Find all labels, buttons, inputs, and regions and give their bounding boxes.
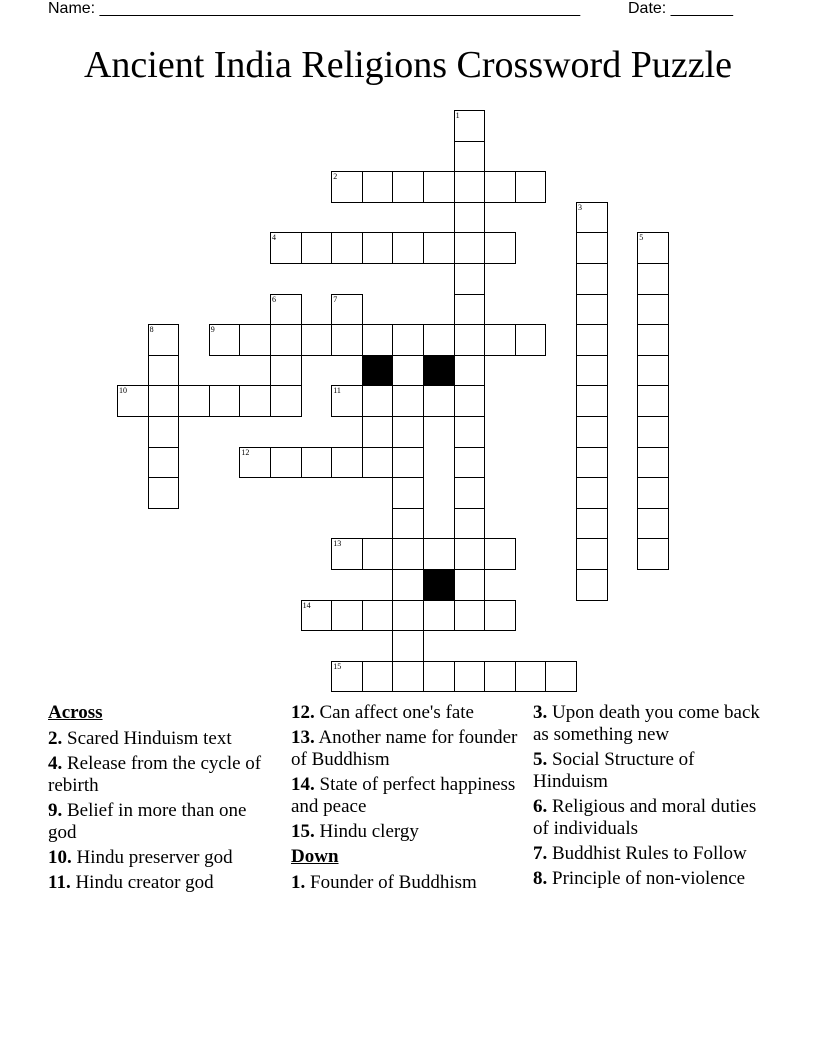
grid-cell[interactable]: [454, 141, 486, 173]
grid-cell[interactable]: [392, 416, 424, 448]
clue-down-8: [533, 868, 763, 890]
clue-number: 6.: [533, 796, 548, 817]
grid-cell[interactable]: [362, 171, 394, 203]
grid-cell[interactable]: [392, 171, 424, 203]
grid-cell[interactable]: [423, 385, 455, 417]
grid-cell[interactable]: [392, 630, 424, 662]
grid-cell[interactable]: [637, 232, 669, 264]
clue-number-label: 11: [333, 386, 341, 396]
name-field-label[interactable]: Name: ______________________________________________________: [48, 0, 581, 17]
grid-cell[interactable]: [423, 171, 455, 203]
grid-cell[interactable]: [454, 385, 486, 417]
clue-across-2: [48, 728, 278, 750]
grid-cell[interactable]: [178, 385, 210, 417]
date-field-label[interactable]: Date: _______: [628, 0, 733, 17]
clue-down-6: [533, 796, 763, 840]
grid-cell[interactable]: [637, 447, 669, 479]
grid-cell[interactable]: [362, 661, 394, 693]
grid-cell[interactable]: [331, 171, 363, 203]
clue-down-1: [291, 872, 521, 894]
clue-text: Buddhist Rules to Follow: [552, 843, 747, 864]
grid-cell[interactable]: [423, 232, 455, 264]
clue-across-9: [48, 800, 278, 844]
grid-cell[interactable]: [484, 232, 516, 264]
grid-cell[interactable]: [454, 661, 486, 693]
grid-cell[interactable]: [270, 355, 302, 387]
black-cell: [423, 569, 455, 601]
clue-number-label: 7: [333, 294, 338, 304]
grid-cell[interactable]: [148, 324, 180, 356]
grid-cell[interactable]: [454, 416, 486, 448]
grid-cell[interactable]: [454, 324, 486, 356]
grid-cell[interactable]: [270, 294, 302, 326]
grid-cell[interactable]: [331, 661, 363, 693]
grid-cell[interactable]: [637, 385, 669, 417]
grid-cell[interactable]: [484, 600, 516, 632]
grid-cell[interactable]: [576, 294, 608, 326]
grid-cell[interactable]: [637, 416, 669, 448]
grid-cell[interactable]: [576, 385, 608, 417]
grid-cell[interactable]: [637, 294, 669, 326]
clue-down-3: [533, 702, 763, 746]
grid-cell[interactable]: [637, 477, 669, 509]
grid-cell[interactable]: [576, 232, 608, 264]
grid-cell[interactable]: [484, 324, 516, 356]
grid-cell[interactable]: [392, 569, 424, 601]
grid-cell[interactable]: [576, 538, 608, 570]
grid-cell[interactable]: [362, 232, 394, 264]
black-cell: [423, 355, 455, 387]
clue-number-label: 9: [210, 325, 215, 335]
clue-down-7: [533, 843, 763, 865]
black-cell: [362, 355, 394, 387]
grid-cell[interactable]: [331, 385, 363, 417]
clue-across-4: [48, 753, 278, 797]
grid-cell[interactable]: [454, 202, 486, 234]
grid-cell[interactable]: [301, 600, 333, 632]
grid-cell[interactable]: [576, 477, 608, 509]
clue-number: 8.: [533, 868, 548, 889]
grid-cell[interactable]: [392, 324, 424, 356]
clue-number: 12.: [291, 702, 315, 723]
clue-across-13: [291, 727, 521, 771]
clue-across-11: [48, 872, 278, 894]
grid-cell[interactable]: [576, 416, 608, 448]
grid-cell[interactable]: [331, 600, 363, 632]
clue-text: Another name for founder of Buddhism: [291, 727, 518, 770]
grid-cell[interactable]: [454, 447, 486, 479]
clue-text: Upon death you come back as something new: [533, 702, 760, 745]
clue-number-label: 2: [333, 172, 338, 182]
clues-column-1: [48, 702, 278, 897]
grid-cell[interactable]: [117, 385, 149, 417]
grid-cell[interactable]: [301, 324, 333, 356]
clue-text: State of perfect happiness and peace: [291, 774, 516, 817]
clue-text: Religious and moral duties of individuals: [533, 796, 757, 839]
grid-cell[interactable]: [239, 385, 271, 417]
clue-number: 1.: [291, 872, 306, 893]
grid-cell[interactable]: [637, 263, 669, 295]
clue-text: Hindu preserver god: [76, 847, 233, 868]
grid-cell[interactable]: [148, 416, 180, 448]
grid-cell[interactable]: [239, 324, 271, 356]
clue-number-label: 15: [333, 661, 342, 671]
clue-number-label: 14: [302, 600, 311, 610]
page-title: Ancient India Religions Crossword Puzzle: [83, 44, 732, 86]
grid-cell[interactable]: [331, 324, 363, 356]
grid-cell[interactable]: [576, 263, 608, 295]
clue-number-label: 13: [333, 539, 342, 549]
grid-cell[interactable]: [454, 263, 486, 295]
grid-cell[interactable]: [392, 661, 424, 693]
grid-cell[interactable]: [454, 294, 486, 326]
grid-cell[interactable]: [362, 324, 394, 356]
grid-cell[interactable]: [270, 385, 302, 417]
clue-number: 5.: [533, 749, 548, 770]
grid-cell[interactable]: [637, 538, 669, 570]
grid-cell[interactable]: [331, 232, 363, 264]
grid-cell[interactable]: [148, 385, 180, 417]
grid-cell[interactable]: [270, 232, 302, 264]
grid-cell[interactable]: [423, 538, 455, 570]
grid-cell[interactable]: [637, 508, 669, 540]
grid-cell[interactable]: [576, 355, 608, 387]
grid-cell[interactable]: [484, 171, 516, 203]
grid-cell[interactable]: [515, 171, 547, 203]
grid-cell[interactable]: [148, 355, 180, 387]
clues-column-2: [291, 702, 521, 897]
grid-cell[interactable]: [392, 447, 424, 479]
grid-cell[interactable]: [423, 600, 455, 632]
grid-cell[interactable]: [484, 661, 516, 693]
grid-cell[interactable]: [576, 508, 608, 540]
clue-number-label: 3: [578, 202, 582, 212]
grid-cell[interactable]: [148, 477, 180, 509]
clue-text: Scared Hinduism text: [67, 728, 232, 749]
clue-number-label: 10: [119, 386, 127, 396]
grid-cell[interactable]: [454, 538, 486, 570]
clue-number-label: 4: [272, 233, 276, 243]
grid-cell[interactable]: [576, 202, 608, 234]
clue-text: Principle of non-violence: [552, 868, 746, 889]
clue-number: 2.: [48, 728, 63, 749]
clue-number: 7.: [533, 843, 548, 864]
grid-cell[interactable]: [637, 355, 669, 387]
grid-cell[interactable]: [362, 447, 394, 479]
clue-number: 13.: [291, 727, 315, 748]
grid-cell[interactable]: [576, 324, 608, 356]
clue-text: Founder of Buddhism: [310, 872, 477, 893]
grid-cell[interactable]: [392, 477, 424, 509]
clues-column-3: [533, 702, 763, 893]
clue-text: Can affect one's fate: [319, 702, 474, 723]
grid-cell[interactable]: [637, 324, 669, 356]
clue-across-12: [291, 702, 521, 724]
grid-cell[interactable]: [423, 324, 455, 356]
grid-cell[interactable]: [576, 569, 608, 601]
clue-across-15: [291, 821, 521, 843]
grid-cell[interactable]: [270, 447, 302, 479]
clue-text: Hindu clergy: [319, 821, 419, 842]
clue-number: 11.: [48, 872, 71, 893]
grid-cell[interactable]: [423, 661, 455, 693]
grid-cell[interactable]: [331, 447, 363, 479]
grid-cell[interactable]: [576, 447, 608, 479]
grid-cell[interactable]: [209, 385, 241, 417]
clue-number: 15.: [291, 821, 315, 842]
grid-cell[interactable]: [484, 538, 516, 570]
grid-cell[interactable]: [515, 324, 547, 356]
grid-cell[interactable]: [362, 385, 394, 417]
clue-number: 10.: [48, 847, 72, 868]
grid-cell[interactable]: [331, 538, 363, 570]
clue-number: 3.: [533, 702, 548, 723]
grid-cell[interactable]: [454, 508, 486, 540]
clue-number-label: 1: [455, 111, 460, 120]
grid-cell[interactable]: [454, 600, 486, 632]
grid-cell[interactable]: [362, 600, 394, 632]
clue-number: 4.: [48, 753, 63, 774]
grid-cell[interactable]: [209, 324, 241, 356]
clue-down-5: [533, 749, 763, 793]
grid-cell[interactable]: [454, 355, 486, 387]
grid-cell[interactable]: [454, 569, 486, 601]
clue-number: 14.: [291, 774, 315, 795]
grid-cell[interactable]: [392, 508, 424, 540]
grid-cell[interactable]: [301, 447, 333, 479]
clue-text: Belief in more than one god: [48, 800, 247, 843]
clue-text: Release from the cycle of rebirth: [48, 753, 262, 796]
grid-cell[interactable]: [392, 385, 424, 417]
clue-number-label: 8: [149, 325, 154, 335]
clue-across-10: [48, 847, 278, 869]
grid-cell[interactable]: [454, 477, 486, 509]
across-heading: Across: [48, 702, 103, 723]
clue-number-label: 12: [241, 447, 250, 457]
grid-cell[interactable]: [454, 171, 486, 203]
clue-text: Hindu creator god: [75, 872, 214, 893]
grid-cell[interactable]: [454, 232, 486, 264]
grid-cell[interactable]: [392, 232, 424, 264]
clue-number: 9.: [48, 800, 63, 821]
grid-cell[interactable]: [392, 538, 424, 570]
grid-cell[interactable]: [454, 110, 486, 142]
clue-across-14: [291, 774, 521, 818]
grid-cell[interactable]: [515, 661, 547, 693]
grid-cell[interactable]: [301, 232, 333, 264]
grid-cell[interactable]: [331, 294, 363, 326]
clue-text: Social Structure of Hinduism: [533, 749, 695, 792]
grid-cell[interactable]: [392, 600, 424, 632]
grid-cell[interactable]: [545, 661, 577, 693]
grid-cell[interactable]: [270, 324, 302, 356]
grid-cell[interactable]: [362, 416, 394, 448]
clue-number-label: 5: [639, 233, 644, 243]
grid-cell[interactable]: [362, 538, 394, 570]
grid-cell[interactable]: [148, 447, 180, 479]
clue-number-label: 6: [272, 294, 276, 304]
grid-cell[interactable]: [239, 447, 271, 479]
down-heading: Down: [291, 846, 339, 867]
